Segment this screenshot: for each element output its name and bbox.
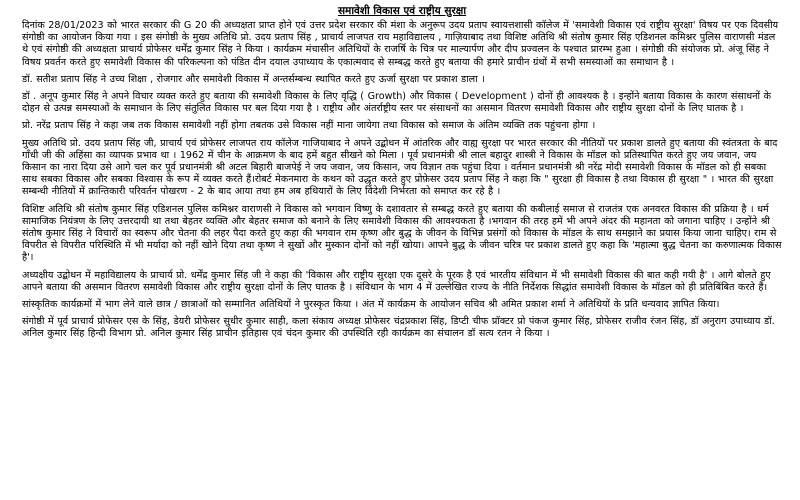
document-title xyxy=(22,4,782,18)
paragraph-attendees: संगोष्ठी में पूर्व प्राचार्य प्रोफेसर एस के सिंह, डेयरी प्रोफेसर सुधीर कुमार साही, कला संकाय अध्यक्ष प्रोफेसर चंद्रप्रकाश सिंह, डिप्टी चीफ प्रॉक्टर प्रो पंकज कुमार सिंह, प्रोफेसर राजीव रंजन सिंह, डॉ अनुराग उपाध्याय डॉ. अनिल कुमार सिंह हिन्दी विभाग प्रो. अनिल कुमार सिंह प्राचीन इतिहास एवं चंदन कुमार की उपस्थिति रही कार्यक्रम का संचालन डॉ सत्य रतन ने किया । xyxy=(22,316,775,340)
paragraph-anoop: डॉ . अनूप कुमार सिंह ने अपने विचार व्यक्त करते हुए बताया की समावेशी विकास के लिए वृद्धि ( Growth) और विकास ( Development ) दोनों ही आवश्यक है । इन्होंने बताया विकास के कारण संसाधनों के दोहन से उत्पन्न समस्याओं के समाधान के लिए संतुलित विकास पर बल दिया गया है । राष्ट्रीय और अंतर्राष्ट्रीय स्तर पर संसाधनों का असमान वितरण समावेशी विकास और राष्ट्रीय सुरक्षा दोनों के लिए घातक है । xyxy=(22,91,771,115)
paragraph-narendra: प्रो. नरेंद्र प्रताप सिंह ने कहा जब तक विकास समावेशी नहीं होगा तबतक उसे विकास नहीं माना जायेगा तथा विकास को समाज के अंतिम व्यक्ति तक पहुंचना होगा । xyxy=(22,120,596,132)
paragraph-special-guest: विशिष्ट अतिथि श्री संतोष कुमार सिंह एडिशनल पुलिस कमिश्नर वाराणसी ने विकास को भगवान विष्णु के दशावतार से सम्बद्ध करते हुए बताया की कबीलाई समाज से राजतंत्र एक अनवरत विकास की प्रक्रिया है । धर्म सामाजिक नियंत्रण के लिए उत्तरदायी था तथा बेहतर व्यक्ति और बेहतर समाज को बनाने के लिए समावेशी विकास की आवश्यकता है ।भगवान की तरह हमें भी अपने अंदर की महानता को जगाना चाहिए । उन्होंने श्री संतोष कुमार सिंह ने विचारों का स्वरूप और चेतना की लहर पैदा करते हुए कहा की भगवान राम कृष्ण और बुद्ध के जीवन के विभिन्न प्रसंगों को विकास के मॉडल के साथ समझाने का प्रयास किया जाना चाहिए। राम से विपरीत से विपरीत परिस्थिति में भी मर्यादा को नहीं खोने दिया तथा कृष्ण ने सुखों और मुस्कान दोनों को नहीं खोया। आपने बुद्ध के जीवन चरित्र पर प्रकाश डालते हुए कहा कि 'महात्मा बुद्ध चेतना का करुणात्मक विकास है'। xyxy=(22,203,782,264)
paragraph-satish: डॉ. सतीश प्रताप सिंह ने उच्च शिक्षा , रोजगार और समावेशी विकास में अन्तर्सम्बन्ध स्थापित करते हुए ऊर्जा सुरक्षा पर प्रकाश डाला । xyxy=(22,73,485,85)
paragraph-cultural-program: सांस्कृतिक कार्यक्रमों में भाग लेने वाले छात्र / छात्राओं को सम्मानित अतिथियों ने पुरस्कृत किया । अंत में कार्यक्रम के आयोजन सचिव श्री अमित प्रकाश शर्मा ने अतिथियों के प्रति धन्यवाद ज्ञापित किया। xyxy=(22,299,720,311)
paragraph-intro: दिनांक 28/01/2023 को भारत सरकार की G 20 की अध्यक्षता प्राप्त होने एवं उत्तर प्रदेश सरकार की मंशा के अनुरूप उदय प्रताप स्वायत्तशासी कॉलेज में 'समावेशी विकास एवं राष्ट्रीय सुरक्षा' विषय पर एक दिवसीय संगोष्ठी का आयोजन किया गया । इस संगोष्ठी के मुख्य अतिथि प्रो. उदय प्रताप सिंह , प्राचार्य लाजपत राय महाविद्यालय , गाज़ियाबाद तथा विशिष्ट अतिथि श्री संतोष कुमार सिंह एडिशनल कमिश्नर पुलिस वाराणसी मंडल थे एवं संगोष्ठी की अध्यक्षता प्राचार्य प्रोफेसर धर्मेंद्र कुमार सिंह ने किया । कार्यक्रम मंचासीन अतिथियों के राजर्षि के चित्र पर माल्यार्पण और दीप प्रज्वलन के पश्चात प्रारम्भ हुआ । संगोष्ठी की संयोजक प्रो. अंजू सिंह ने विषय प्रवर्तन करते हुए समावेशी विकास की परिकल्पना को पंडित दीन दयाल उपाध्याय के एकात्मवाद से सम्बद्ध करते हुए बताया की हमारे प्राचीन ग्रंथों में सभी समस्याओं का समाधान है । xyxy=(22,20,779,68)
document-title-text: समावेशी विकास एवं राष्ट्रीय सुरक्षा xyxy=(337,5,467,17)
paragraph-chief-guest: मुख्य अतिथि प्रो. उदय प्रताप सिंह जी, प्राचार्य एवं प्रोफेसर लाजपत राय कॉलेज गाजियाबाद ने अपने उद्बोधन में आंतरिक और वाह्य सुरक्षा पर भारत सरकार की नीतियों पर प्रकाश डालते हुए बताया की स्वंतत्रता के बाद गाँधी जी की अहिंसा का व्यापक प्रभाव था । 1962 में चीन के आक्रमण के बाद हमें बहुत सीखने को मिला । पूर्व प्रधानमंत्री श्री लाल बहादुर शास्त्री ने विकास के मॉडल को प्रतिस्थापित करते हुए जय जवान, जय किसान का नारा दिया उसे आगे चल कर पूर्व प्रधानमंत्री श्री अटल बिहारी बाजपेई ने जय जवान, जय किसान, जय विज्ञान तक पहुंचा दिया । वर्तमान प्रधानमंत्री श्री नरेंद्र मोदी समावेशी विकास के मॉडल को ही सबका साथ सबका विकास और सबका विश्वास के रूप में व्यक्त करते हैं।रोबर्ट मेकनमारा के कथन को उद्धृत करते हुए प्रोफ़ेसर उदय प्रताप सिंह ने कहा कि " सुरक्षा ही विकास है तथा विकास ही सुरक्षा " । भारत की सुरक्षा सम्बन्धी नीतियों में क्रान्तिकारी परिवर्तन पोखरण - 2 के बाद आया तथा हम अब हथियारों के लिए विदेशी निर्भरता को समाप्त कर रहे है । xyxy=(22,137,778,198)
paragraph-presidential-address: अध्यक्षीय उद्बोधन में महाविद्यालय के प्राचार्य प्रो. धर्मेंद्र कुमार सिंह जी ने कहा की 'विकास और राष्ट्रीय सुरक्षा एक दूसरे के पूरक है एवं भारतीय संविधान में भी समावेशी विकास की बात कही गयी है' । आगे बोलते हुए आपने बताया की असमान वितरण समावेशी विकास और राष्ट्रीय सुरक्षा दोनों के लिए घातक है । संविधान के भाग 4 में उल्लेखित राज्य के नीति निर्देशक सिद्धांत समावेशी विकास के मॉडल को ही प्रतिबिंबित करते हैं। xyxy=(22,269,771,293)
